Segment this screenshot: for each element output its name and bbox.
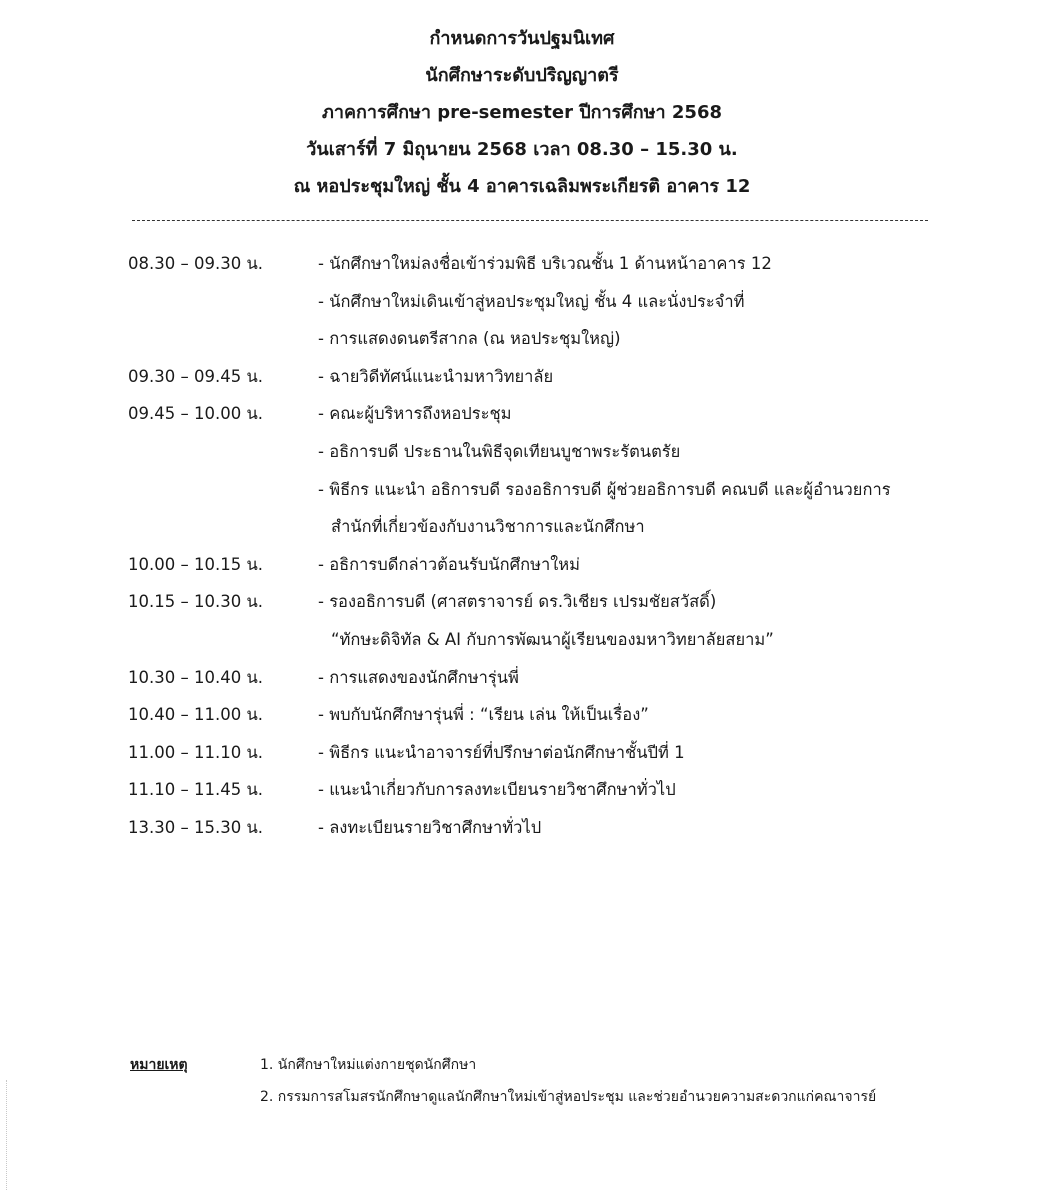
schedule-time: 08.30 – 09.30 น. — [128, 254, 263, 273]
schedule-description: - อธิการบดี ประธานในพิธีจุดเทียนบูชาพระรัตนตรัย — [318, 441, 681, 461]
schedule-description: - คณะผู้บริหารถึงหอประชุม — [318, 404, 512, 424]
title-line-4-date: วันเสาร์ที่ 7 มิถุนายน 2568 เวลา 08.30 – 15.30 น. — [306, 139, 738, 160]
schedule-description: - นักศึกษาใหม่เดินเข้าสู่หอประชุมใหญ่ ชั้น 4 และนั่งประจำที่ — [318, 291, 745, 311]
schedule-description: - พบกับนักศึกษารุ่นพี่ : “เรียน เล่น ให้เป็นเรื่อง” — [318, 705, 649, 725]
schedule-row — [0, 809, 1044, 847]
schedule-description: - อธิการบดีกล่าวต้อนรับนักศึกษาใหม่ — [318, 554, 581, 574]
schedule-description: - ลงทะเบียนรายวิชาศึกษาทั่วไป — [318, 817, 542, 837]
title-line-5-venue: ณ หอประชุมใหญ่ ชั้น 4 อาคารเฉลิมพระเกียรติ อาคาร 12 — [293, 176, 751, 197]
schedule-row — [0, 433, 1044, 471]
schedule-description: - การแสดงดนตรีสากล (ณ หอประชุมใหญ่) — [318, 329, 621, 349]
schedule-row — [0, 659, 1044, 697]
schedule-description: - รองอธิการบดี (ศาสตราจารย์ ดร.วิเชียร เปรมชัยสวัสดิ์) — [318, 592, 717, 612]
notes-label: หมายเหตุ — [130, 1057, 188, 1073]
schedule-row — [0, 583, 1044, 621]
schedule-row — [0, 734, 1044, 772]
schedule-time: 10.40 – 11.00 น. — [128, 705, 263, 725]
schedule-time: 13.30 – 15.30 น. — [128, 817, 263, 837]
schedule-row — [0, 395, 1044, 433]
schedule-description: - แนะนำเกี่ยวกับการลงทะเบียนรายวิชาศึกษาทั่วไป — [318, 780, 676, 800]
schedule-description: - การแสดงของนักศึกษารุ่นพี่ — [318, 667, 519, 687]
schedule-description-continuation: “ทักษะดิจิทัล & AI กับการพัฒนาผู้เรียนของมหาวิทยาลัยสยาม” — [331, 629, 774, 649]
schedule-time: 09.30 – 09.45 น. — [128, 366, 263, 386]
schedule-time: 10.15 – 10.30 น. — [128, 592, 263, 612]
schedule-row — [0, 245, 1044, 283]
schedule-time: 10.30 – 10.40 น. — [128, 667, 263, 687]
schedule-row — [0, 771, 1044, 809]
schedule-row — [0, 358, 1044, 396]
title-line-3: ภาคการศึกษา pre-semester ปีการศึกษา 2568 — [321, 102, 722, 123]
schedule-description-continuation: สำนักที่เกี่ยวข้องกับงานวิชาการและนักศึกษา — [331, 517, 645, 537]
schedule-description: - ฉายวิดีทัศน์แนะนำมหาวิทยาลัย — [318, 366, 554, 386]
schedule-row — [0, 283, 1044, 321]
schedule-time: 11.10 – 11.45 น. — [128, 780, 263, 800]
document-header — [0, 20, 1044, 205]
schedule-row — [0, 471, 1044, 509]
note-item: 1. นักศึกษาใหม่แต่งกายชุดนักศึกษา — [260, 1057, 477, 1073]
title-line-1: กำหนดการวันปฐมนิเทศ — [429, 28, 615, 49]
schedule-description: - พิธีกร แนะนำ อธิการบดี รองอธิการบดี ผู้ช่วยอธิการบดี คณบดี และผู้อำนวยการ — [318, 479, 891, 499]
schedule-row — [0, 696, 1044, 734]
schedule-row — [0, 508, 1044, 546]
schedule-list — [0, 245, 1044, 847]
schedule-row — [0, 546, 1044, 584]
schedule-time: 09.45 – 10.00 น. — [128, 404, 263, 424]
schedule-time: 11.00 – 11.10 น. — [128, 742, 263, 762]
note-item: 2. กรรมการสโมสรนักศึกษาดูแลนักศึกษาใหม่เข้าสู่หอประชุม และช่วยอำนวยความสะดวกแก่คณาจารย์ — [260, 1089, 877, 1105]
scan-artifact — [6, 1080, 9, 1190]
schedule-row — [0, 320, 1044, 358]
schedule-row — [0, 621, 1044, 659]
dashed-divider — [132, 220, 928, 221]
schedule-time: 10.00 – 10.15 น. — [128, 554, 263, 574]
title-line-2: นักศึกษาระดับปริญญาตรี — [425, 65, 619, 86]
schedule-description: - นักศึกษาใหม่ลงชื่อเข้าร่วมพิธี บริเวณชั้น 1 ด้านหน้าอาคาร 12 — [318, 254, 772, 273]
schedule-description: - พิธีกร แนะนำอาจารย์ที่ปรึกษาต่อนักศึกษาชั้นปีที่ 1 — [318, 742, 685, 762]
